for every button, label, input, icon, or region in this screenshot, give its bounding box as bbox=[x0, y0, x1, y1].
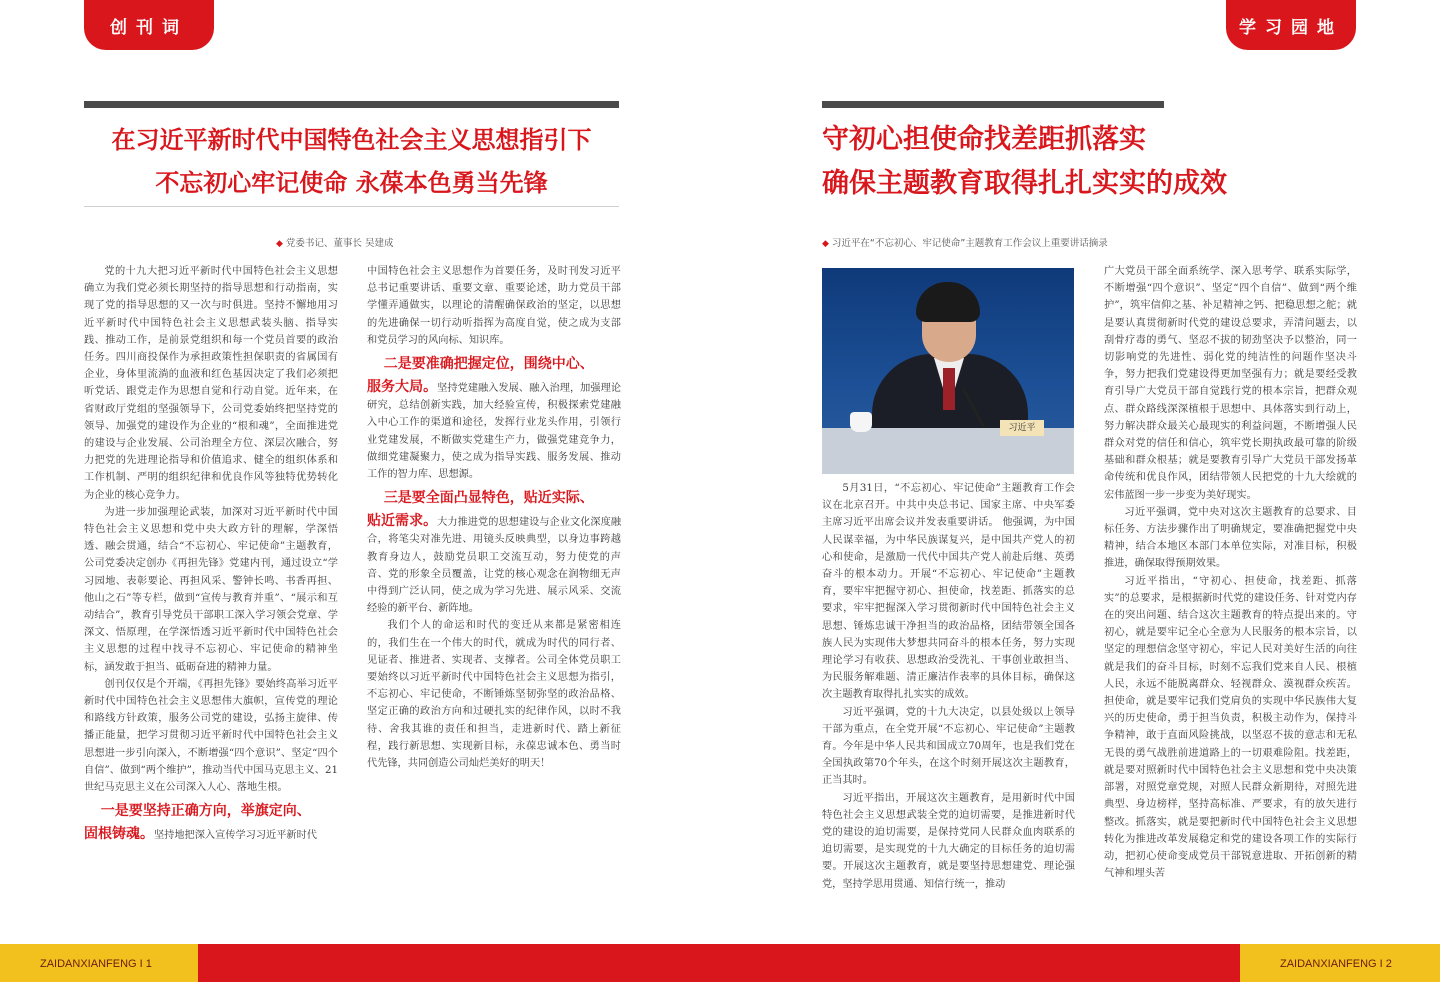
photo-tie bbox=[943, 368, 955, 410]
paragraph bbox=[367, 513, 621, 617]
paragraph-text: 坚持地把深入宣传学习习近平新时代 bbox=[154, 830, 317, 842]
header-rule-left bbox=[84, 101, 619, 108]
paragraph: 创刊仅仅是个开端，《再担先锋》要始终高举习近平新时代中国特色社会主义思想伟大旗帜，宣传党的理论和路线方针政策，服务公司党的建设，弘扬主旋律、传播正能量，把学习贯彻习近平新时代中国特色社会主义思想进一步引向深入，不断增强“四个意识”、坚定“四个自信”、做到“两个维护”，推动当代中国马克思主义、21世纪马克思主义在公司深入人心、落地生根。 bbox=[84, 678, 338, 794]
paragraph: 习近平强调，党的十九大决定，以县处级以上领导干部为重点，在全党开展“不忘初心、牢记使命”主题教育。今年是中华人民共和国成立70周年，也是我们党在全国执政第70个年头，在这个时刻开展这次主题教育，正当其时。 bbox=[822, 706, 1075, 787]
byline-right bbox=[822, 235, 1108, 249]
paragraph-text: 坚持党建融入发展、融入治理，加强理论研究，总结创新实践，加大经验宣传，积极探索党建融入中心工作的渠道和途径，发挥行业龙头作用，引领行业党建发展，不断做实党建生产力，做强党建竞争力，做细党建凝聚力，使之成为指导实践、服务发展、推动工作的智力库、思想源。 bbox=[367, 383, 621, 481]
title-divider-left bbox=[84, 206, 619, 207]
right-column-2 bbox=[1104, 263, 1357, 903]
footer-bar bbox=[0, 944, 1440, 982]
right-article-title bbox=[822, 118, 1382, 206]
left-column-1 bbox=[84, 263, 338, 913]
byline-left bbox=[276, 235, 393, 249]
left-column-2 bbox=[367, 263, 621, 823]
paragraph-text: 大力推进党的思想建设与企业文化深度融合，将笔尖对准先进、用镜头反映典型，以身边事跨越教育身边人，鼓励党员职工交流互动，努力使党的声音、党的形象全员覆盖，让党的核心观念在润物细无声中得到广泛认同，使之成为学习先进、展示风采、交流经验的新平台、新阵地。 bbox=[367, 517, 621, 615]
section-heading-1: 一是要坚持正确方向，举旗定向、 bbox=[100, 803, 311, 820]
section-heading-3-cont: 贴近需求。 bbox=[367, 513, 438, 530]
photo-name-plate: 习近平 bbox=[1000, 420, 1044, 436]
paragraph: 习近平指出，开展这次主题教育，是用新时代中国特色社会主义思想武装全党的迫切需要，是推进新时代党的建设的迫切需要，是保持党同人民群众血肉联系的迫切需要，是实现党的十九大确定的目标任务的迫切需要。开展这次主题教育，就是要坚持思想建党、理论强党，坚持学思用贯通、知信行统一，推动 bbox=[822, 792, 1075, 890]
section-heading-2: 二是要准确把握定位，围绕中心、 bbox=[383, 356, 594, 373]
speaker-photo bbox=[822, 268, 1074, 474]
right-title-line-2: 确保主题教育取得扎扎实实的成效 bbox=[822, 168, 1227, 199]
section-tab-right: 学习园地 bbox=[1226, 0, 1356, 50]
right-column-1 bbox=[822, 480, 1075, 920]
paragraph bbox=[367, 379, 621, 483]
section-heading-1-cont: 固根铸魂。 bbox=[84, 826, 154, 843]
diamond-icon: ◆ bbox=[276, 239, 283, 249]
left-article-title bbox=[84, 118, 619, 204]
paragraph: 广大党员干部全面系统学、深入思考学、联系实际学，不断增强“四个意识”、坚定“四个自信”、做到“两个维护”，筑牢信仰之基、补足精神之钙、把稳思想之舵；就是要认真贯彻新时代党的建设总要求，弄清问题去，以刮骨疗毒的勇气、坚忍不拔的韧劲坚决予以整治，同一切影响党的先进性、弱化党的纯洁性的问题作坚决斗争，努力把我们党建设得更加坚强有力；就是要经受教育引导广大党员干部自觉践行党的根本宗旨，把群众观点、群众路线深深植根于思想中、具体落实到行动上，努力解决群众最关心最现实的利益问题，不断增强人民群众对党的信任和信心，筑牢党长期执政最可靠的阶级基础和群众根基；就是要教育引导广大党员干部发扬革命传统和优良作风，团结带领人民把党的十九大绘就的宏伟蓝图一步一步变为美好现实。 bbox=[1104, 266, 1357, 501]
left-title-line-1: 在习近平新时代中国特色社会主义思想指引下 bbox=[111, 125, 592, 154]
paragraph: 5月31日，“不忘初心、牢记使命”主题教育工作会议在北京召开。中共中央总书记、国家主席、中央军委主席习近平出席会议并发表重要讲话。 他强调，为中国人民谋幸福，为中华民族谋复兴，是中国共产党人的初心和使命，是激励一代代中国共产党人前赴后继、英勇奋斗的根本动力。开展“不忘初心、牢记使命”主题教育，要牢牢把握守初心、担使命，找差距、抓落实的总要求，牢牢把握深入学习贯彻新时代中国特色社会主义思想、锤炼忠诚干净担当的政治品格，团结带领全国各族人民为实现伟大梦想共同奋斗的根本任务，努力实现理论学习有收获、思想政治受洗礼、干事创业敢担当、为民服务解难题、清正廉洁作表率的具体目标，确保这次主题教育取得扎扎实实的成效。 bbox=[822, 483, 1075, 701]
diamond-icon: ◆ bbox=[822, 239, 829, 249]
section-heading-2-cont: 服务大局。 bbox=[367, 379, 438, 396]
byline-right-text: 习近平在“不忘初心、牢记使命”主题教育工作会议上重要讲话摘录 bbox=[831, 238, 1108, 249]
section-tab-left: 创刊词 bbox=[84, 0, 214, 50]
paragraph: 中国特色社会主义思想作为首要任务，及时刊发习近平总书记重要讲话、重要文章、重要论述，助力党员干部学懂弄通做实，以理论的清醒确保政治的坚定，以思想的先进确保一切行动听指挥为高度自觉，使之成为支部和党员学习的风向标、知识库。 bbox=[367, 266, 621, 346]
paragraph: 习近平强调，党中央对这次主题教育的总要求、目标任务、方法步骤作出了明确规定，要准确把握党中央精神，结合本地区本部门本单位实际，对准目标，积极推进，确保取得预期效果。 bbox=[1104, 506, 1357, 570]
photo-hair bbox=[916, 282, 980, 322]
header-rule-right bbox=[822, 101, 1164, 108]
section-heading-3: 三是要全面凸显特色，贴近实际、 bbox=[383, 490, 594, 507]
paragraph bbox=[84, 826, 338, 844]
paragraph: 我们个人的命运和时代的变迁从来都是紧密相连的，我们生在一个伟大的时代，就成为时代的同行者、见证者、推进者、实现者、支撑者。公司全体党员职工要始终以习近平新时代中国特色社会主义思想为指引，不忘初心、牢记使命，不断锤炼坚韧弥坚的政治品格、坚定正确的政治方向和过硬扎实的纪律作风，以时不我待、舍我其谁的责任和担当，走进新时代、踏上新征程，践行新思想、实现新目标，永葆忠诚本色、勇当时代先锋，共同创造公司灿烂美好的明天！ bbox=[367, 620, 621, 770]
paragraph: 为进一步加强理论武装，加深对习近平新时代中国特色社会主义思想和党中央大政方针的理解，学深悟透、融会贯通，结合“不忘初心、牢记使命”主题教育，公司党委决定创办《再担先锋》党建内刊，通过设立“学习园地、表彰要论、再担风采、警钟长鸣、书香再担、他山之石”等专栏，做到“宣传与教育并重”、“展示和互动结合”，教育引导党员干部职工深入学习领会党章、学深文、悟原理，在学深悟透习近平新时代中国特色社会主义思想的过程中找寻不忘初心、牢记使命的精神坐标，涵发敢于担当、砥砺奋进的精神力量。 bbox=[84, 506, 338, 673]
page-number-left: ZAIDANXIANFENG I 1 bbox=[40, 958, 152, 970]
paragraph: 党的十九大把习近平新时代中国特色社会主义思想确立为我们党必须长期坚持的指导思想和行动指南，实现了党的指导思想的又一次与时俱进。坚持不懈地用习近平新时代中国特色社会主义思想武装头脑、指导实践、推动工作，是前景党组织和每一个党员首要的政治任务。四川商投保作为承担政策性担保职责的省属国有企业，身体里流淌的血液和红色基因决定了我们必须把听党话、跟党走作为思想自觉和行动自觉。近年来，在省财政厅党组的坚强领导下，公司党委始终把坚持党的领导、加强党的建设作为企业的“根和魂”，全面推进党的建设与企业发展、公司治理全方位、深层次融合，努力把党的先进理论指导和价值追求、健全的组织体系和工作机制、严明的组织纪律和优良作风等独特优势转化为企业的核心竞争力。 bbox=[84, 266, 338, 501]
paragraph: 习近平指出，“守初心、担使命，找差距、抓落实”的总要求，是根据新时代党的建设任务、针对党内存在的突出问题、结合这次主题教育的特点提出来的。守初心，就是要牢记全心全意为人民服务的根本宗旨，以坚定的理想信念坚守初心，牢记人民对美好生活的向往就是我们的奋斗目标，时刻不忘我们党来自人民、根植人民，永远不能脱离群众、轻视群众、漠视群众疾苦。担使命，就是要牢记我们党肩负的实现中华民族伟大复兴的历史使命，勇于担当负责，积极主动作为，保持斗争精神，敢于直面风险挑战，以坚忍不拔的意志和无私无畏的勇气战胜前进道路上的一切艰难险阻。找差距，就是要对照新时代中国特色社会主义思想和党中央决策部署，对照党章党规，对照人民群众新期待，对照先进典型、身边榜样，坚持高标准、严要求，有的放矢进行整改。抓落实，就是要把新时代中国特色社会主义思想转化为推进改革发展稳定和党的建设各项工作的实际行动，把初心使命变成党员干部锐意进取、开拓创新的精气神和埋头苦 bbox=[1104, 575, 1357, 880]
page-number-right: ZAIDANXIANFENG I 2 bbox=[1280, 958, 1392, 970]
byline-left-text: 党委书记、董事长 吴建成 bbox=[285, 238, 394, 249]
photo-cup bbox=[850, 412, 872, 432]
left-title-line-2: 不忘初心牢记使命 永葆本色勇当先锋 bbox=[155, 168, 548, 197]
right-title-line-1: 守初心担使命找差距抓落实 bbox=[822, 124, 1146, 155]
